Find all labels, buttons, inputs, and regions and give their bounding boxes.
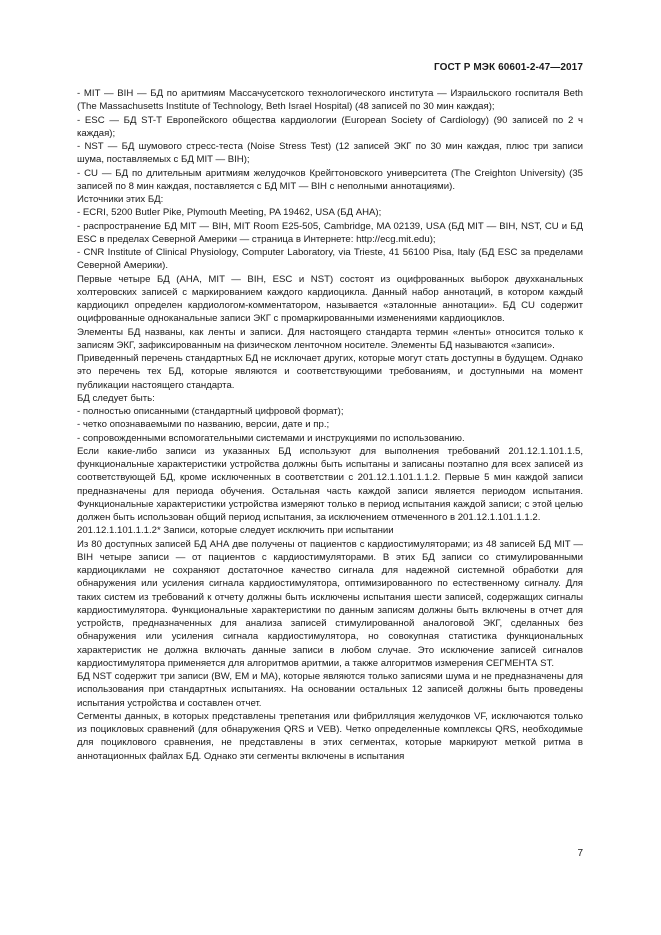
body-text <box>77 87 583 763</box>
paragraph: - CU — БД по длительным аритмиям желудочков Крейгтоновского университета (The Creighton University) (35 записей по 8 мин каждая, поставляется с БД MIT — BIH с неполными аннотациями). <box>77 167 583 192</box>
paragraph: Из 80 доступных записей БД АНА две получены от пациентов с кардиостимуляторами; из 48 записей БД MIT — BIH четыре записи — от пациентов с кардиостимуляторами. В этих БД записи со стимулированными кардиоциклами не сохраняют достаточное качество сигнала для надежной системной обработки для обнаружения или усиления сигнала кардиостимулятора, оптимизированного по естественному сигналу. Для таких систем из требований к отчету должны быть исключены испытания шести записей, содержащих сигналы кардиостимулятора. Функциональные характеристики по данным записям должны быть включены в отчет для устройств, предназначенных для анализа записей стимулированной аналоговой ЭКГ, сделанных без обнаружения или усиления сигнала кардиостимулятора, но совокупная статистика функциональных характеристик не должна включать данные записи в любом случае. Это исключение записей сигналов кардиостимулятора применяется для алгоритмов аритмии, а также алгоритмов измерения СЕГМЕНТА ST. <box>77 538 583 669</box>
paragraph: Источники этих БД: <box>77 194 164 205</box>
paragraph: Если какие-либо записи из указанных БД используют для выполнения требований 201.12.1.101.1.5, функциональные характеристики устройства должны быть испытаны и записаны поэтапно для всех записей из соответствующей БД, кроме исключенных в соответствии с 201.12.1.101.1.1.2. Первые 5 мин каждой записи предназначены для периода обучения. Остальная часть каждой записи является периодом испытания. Функциональные характеристики устройства измеряют только в период испытания каждой записи; с этой целью должен быть использован общий период испытания, за исключением отмеченного в 201.12.1.101.1.1.2. <box>77 445 583 523</box>
paragraph: БД NST содержит три записи (BW, EM и MA), которые являются только записями шума и не предназначены для использования при стандартных испытаниях. На основании остальных 12 записей должны быть проведены испытания устройства и составлен отчет. <box>77 671 583 709</box>
paragraph: - полностью описанными (стандартный цифровой формат); <box>77 406 344 417</box>
paragraph: - ESC — БД ST-T Европейского общества кардиологии (European Society of Cardiology) (90 записей по 2 ч каждая); <box>77 114 583 139</box>
paragraph: Сегменты данных, в которых представлены трепетания или фибрилляция желудочков VF, исключаются только из поцикловых сравнений (для обнаружения QRS и VEB). Четко определенные комплексы QRS, необходимые для поциклового сравнения, не представлены в этих сегментах, которые маркируют меткой ритма в аннотационных файлах БД. Однако эти сегменты включены в испытания <box>77 710 583 762</box>
standard-code-header: ГОСТ Р МЭК 60601-2-47—2017 <box>434 62 583 73</box>
paragraph: - ECRI, 5200 Butler Pike, Plymouth Meeting, PA 19462, USA (БД АНА); <box>77 207 382 219</box>
paragraph: - четко опознаваемыми по названию, версии, дате и пр.; <box>77 419 330 431</box>
paragraph: - NST — БД шумового стресс-теста (Noise Stress Test) (12 записей ЭКГ по 30 мин каждая, плюс три записи шума, поставляемых с БД MIT — BIH); <box>77 141 583 166</box>
paragraph: Элементы БД названы, как ленты и записи. Для настоящего стандарта термин «ленты» относится только к записям ЭКГ, зафиксированным на физическом ленточном носителе. Элементы БД называются «записи». <box>77 326 583 351</box>
paragraph: Приведенный перечень стандартных БД не исключает других, которые могут стать доступны в будущем. Однако это перечень тех БД, которые являются и соответствующими требованиям, и доступными на момент публикации настоящего стандарта. <box>77 353 583 391</box>
paragraph: - MIT — BIH — БД по аритмиям Массачусетского технологического института — Израильского госпиталя Beth (The Massachusetts Institute of Technology, Beth Israel Hospital) (48 записей по 30 мин каждая); <box>77 88 583 113</box>
paragraph: - сопровожденными вспомогательными системами и инструкциями по использованию. <box>77 432 465 444</box>
paragraph: - распространение БД MIT — BIH, MIT Room E25-505, Cambridge, MA 02139, USA (БД MIT — BIH, NST, CU и БД ESC в пределах Северной Америки — страница в Интернете: http://ecg.mit.edu); <box>77 220 583 245</box>
paragraph: Первые четыре БД (АНА, MIT — BIH, ESC и NST) состоят из оцифрованных выборок двухканальных холтеровских записей с маркированием каждого кардиоцикла. Данный набор аннотаций, в котором каждый кардиоцикл определен кардиологом-комментатором, называется «эталонные аннотации». БД CU содержит оцифрованные одноканальные записи ЭКГ с промаркированными изменениями кардиоциклов. <box>77 273 583 325</box>
paragraph: - CNR Institute of Clinical Physiology, Computer Laboratory, via Trieste, 41 56100 Pisa, Italy (БД ESC за пределами Северной Америки). <box>77 247 583 272</box>
paragraph: БД следует быть: <box>77 392 155 404</box>
page-number: 7 <box>577 848 583 859</box>
section-heading: 201.12.1.101.1.1.2* Записи, которые следует исключить при испытании <box>77 525 394 537</box>
